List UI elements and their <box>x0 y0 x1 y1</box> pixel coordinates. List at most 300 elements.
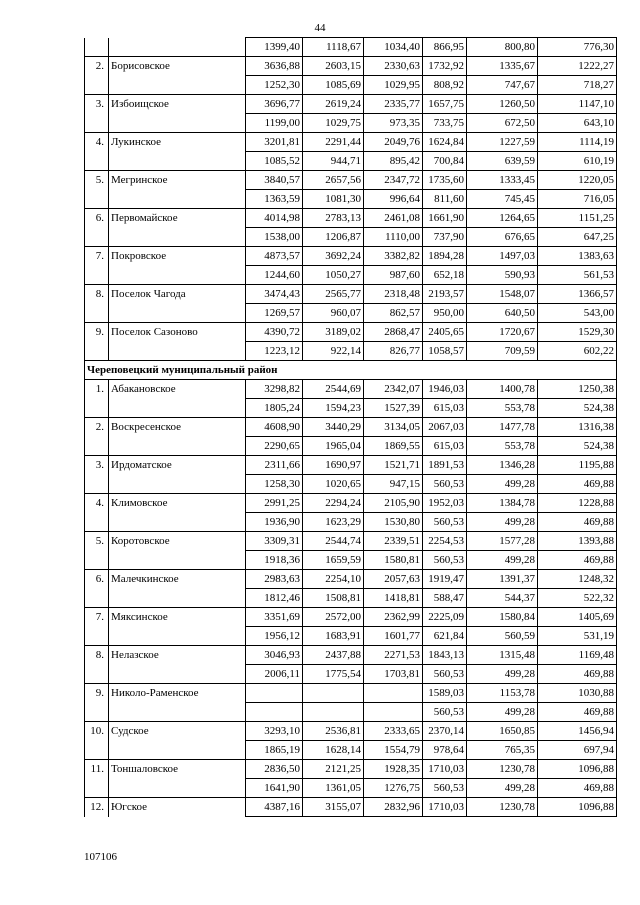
value-cell: 499,28 <box>467 703 538 722</box>
value-cell: 524,38 <box>538 399 617 418</box>
settlement-name: Избоищское <box>109 95 246 114</box>
row-index: 4. <box>85 494 109 513</box>
table-row <box>85 494 617 513</box>
value-cell <box>303 684 364 703</box>
value-cell: 1361,05 <box>303 779 364 798</box>
value-cell: 639,59 <box>467 152 538 171</box>
row-index <box>85 475 109 494</box>
value-cell: 524,38 <box>538 437 617 456</box>
value-cell: 1650,85 <box>467 722 538 741</box>
value-cell: 2121,25 <box>303 760 364 779</box>
row-index: 5. <box>85 171 109 190</box>
value-cell: 960,07 <box>303 304 364 323</box>
value-cell: 2565,77 <box>303 285 364 304</box>
value-cell: 2836,50 <box>246 760 303 779</box>
settlement-name <box>109 703 246 722</box>
value-cell: 1812,46 <box>246 589 303 608</box>
value-cell: 1029,75 <box>303 114 364 133</box>
value-cell: 996,64 <box>364 190 423 209</box>
settlement-name: Югское <box>109 798 246 817</box>
value-cell: 3696,77 <box>246 95 303 114</box>
settlement-name <box>109 190 246 209</box>
row-index: 7. <box>85 608 109 627</box>
value-cell: 3189,02 <box>303 323 364 342</box>
value-cell: 3474,43 <box>246 285 303 304</box>
value-cell: 2657,56 <box>303 171 364 190</box>
row-index: 2. <box>85 57 109 76</box>
value-cell: 2832,96 <box>364 798 423 817</box>
value-cell: 1269,57 <box>246 304 303 323</box>
value-cell: 610,19 <box>538 152 617 171</box>
value-cell: 1577,28 <box>467 532 538 551</box>
settlement-name <box>109 266 246 285</box>
value-cell: 1085,52 <box>246 152 303 171</box>
value-cell: 1661,90 <box>423 209 467 228</box>
table-row <box>85 171 617 190</box>
table-row <box>85 703 617 722</box>
value-cell: 1030,88 <box>538 684 617 703</box>
value-cell: 2318,48 <box>364 285 423 304</box>
settlement-name <box>109 741 246 760</box>
value-cell: 1952,03 <box>423 494 467 513</box>
value-cell: 1366,57 <box>538 285 617 304</box>
value-cell: 2437,88 <box>303 646 364 665</box>
value-cell: 1775,54 <box>303 665 364 684</box>
value-cell: 1400,78 <box>467 380 538 399</box>
settlement-name <box>109 589 246 608</box>
value-cell: 1110,00 <box>364 228 423 247</box>
value-cell: 1580,81 <box>364 551 423 570</box>
settlement-name: Поселок Сазоново <box>109 323 246 342</box>
row-index: 6. <box>85 209 109 228</box>
value-cell: 672,50 <box>467 114 538 133</box>
row-index <box>85 513 109 532</box>
settlement-name <box>109 114 246 133</box>
table-row <box>85 570 617 589</box>
table-row <box>85 589 617 608</box>
row-index <box>85 779 109 798</box>
value-cell: 499,28 <box>467 513 538 532</box>
value-cell: 2006,11 <box>246 665 303 684</box>
value-cell: 560,53 <box>423 665 467 684</box>
value-cell: 2603,15 <box>303 57 364 76</box>
value-cell: 640,50 <box>467 304 538 323</box>
value-cell: 1228,88 <box>538 494 617 513</box>
value-cell: 469,88 <box>538 513 617 532</box>
value-cell: 700,84 <box>423 152 467 171</box>
tariff-table <box>84 37 617 817</box>
settlement-name: Тоншаловское <box>109 760 246 779</box>
value-cell: 1258,30 <box>246 475 303 494</box>
value-cell: 1843,13 <box>423 646 467 665</box>
table-row <box>85 665 617 684</box>
value-cell: 1316,38 <box>538 418 617 437</box>
settlement-name <box>109 38 246 57</box>
value-cell: 2868,47 <box>364 323 423 342</box>
value-cell: 1529,30 <box>538 323 617 342</box>
value-cell: 1230,78 <box>467 760 538 779</box>
row-index <box>85 304 109 323</box>
value-cell: 4608,90 <box>246 418 303 437</box>
value-cell: 1096,88 <box>538 798 617 817</box>
value-cell: 2347,72 <box>364 171 423 190</box>
table-row <box>85 323 617 342</box>
value-cell: 1965,04 <box>303 437 364 456</box>
value-cell: 3046,93 <box>246 646 303 665</box>
value-cell: 2271,53 <box>364 646 423 665</box>
table-row <box>85 247 617 266</box>
value-cell: 1690,97 <box>303 456 364 475</box>
value-cell: 2193,57 <box>423 285 467 304</box>
value-cell: 922,14 <box>303 342 364 361</box>
value-cell: 737,90 <box>423 228 467 247</box>
value-cell: 1919,47 <box>423 570 467 589</box>
settlement-name <box>109 228 246 247</box>
value-cell: 499,28 <box>467 475 538 494</box>
value-cell: 3692,24 <box>303 247 364 266</box>
value-cell: 1405,69 <box>538 608 617 627</box>
value-cell: 1805,24 <box>246 399 303 418</box>
value-cell: 1891,53 <box>423 456 467 475</box>
table-row <box>85 722 617 741</box>
value-cell: 987,60 <box>364 266 423 285</box>
value-cell: 1227,59 <box>467 133 538 152</box>
value-cell: 2335,77 <box>364 95 423 114</box>
value-cell: 1657,75 <box>423 95 467 114</box>
settlement-name: Николо-Раменское <box>109 684 246 703</box>
settlement-name: Покровское <box>109 247 246 266</box>
settlement-name <box>109 513 246 532</box>
value-cell: 3293,10 <box>246 722 303 741</box>
footer-code: 107106 <box>84 851 117 863</box>
value-cell: 2370,14 <box>423 722 467 741</box>
value-cell: 2619,24 <box>303 95 364 114</box>
table-row <box>85 684 617 703</box>
row-index: 6. <box>85 570 109 589</box>
value-cell: 643,10 <box>538 114 617 133</box>
value-cell: 2057,63 <box>364 570 423 589</box>
value-cell: 560,53 <box>423 703 467 722</box>
value-cell: 1199,00 <box>246 114 303 133</box>
value-cell: 1683,91 <box>303 627 364 646</box>
value-cell: 808,92 <box>423 76 467 95</box>
value-cell: 522,32 <box>538 589 617 608</box>
value-cell: 1085,69 <box>303 76 364 95</box>
value-cell: 2783,13 <box>303 209 364 228</box>
value-cell: 1363,59 <box>246 190 303 209</box>
value-cell: 2339,51 <box>364 532 423 551</box>
table-row <box>85 532 617 551</box>
row-index: 8. <box>85 285 109 304</box>
settlement-name: Мегринское <box>109 171 246 190</box>
value-cell: 2362,99 <box>364 608 423 627</box>
value-cell <box>303 703 364 722</box>
settlement-name <box>109 665 246 684</box>
value-cell: 3298,82 <box>246 380 303 399</box>
value-cell: 1220,05 <box>538 171 617 190</box>
value-cell: 1264,65 <box>467 209 538 228</box>
table-row <box>85 418 617 437</box>
value-cell: 1594,23 <box>303 399 364 418</box>
value-cell: 2333,65 <box>364 722 423 741</box>
value-cell: 561,53 <box>538 266 617 285</box>
value-cell: 2049,76 <box>364 133 423 152</box>
value-cell: 1659,59 <box>303 551 364 570</box>
value-cell: 2991,25 <box>246 494 303 513</box>
value-cell: 3134,05 <box>364 418 423 437</box>
value-cell: 2983,63 <box>246 570 303 589</box>
value-cell: 560,53 <box>423 475 467 494</box>
value-cell: 1548,07 <box>467 285 538 304</box>
row-index <box>85 228 109 247</box>
row-index <box>85 627 109 646</box>
settlement-name: Нелазское <box>109 646 246 665</box>
value-cell: 1865,19 <box>246 741 303 760</box>
value-cell: 776,30 <box>538 38 617 57</box>
value-cell: 1894,28 <box>423 247 467 266</box>
value-cell: 1252,30 <box>246 76 303 95</box>
value-cell: 765,35 <box>467 741 538 760</box>
row-index: 3. <box>85 456 109 475</box>
table-row <box>85 285 617 304</box>
value-cell: 2290,65 <box>246 437 303 456</box>
value-cell: 747,67 <box>467 76 538 95</box>
row-index: 9. <box>85 684 109 703</box>
value-cell: 862,57 <box>364 304 423 323</box>
value-cell: 588,47 <box>423 589 467 608</box>
value-cell: 1391,37 <box>467 570 538 589</box>
row-index: 11. <box>85 760 109 779</box>
value-cell: 4014,98 <box>246 209 303 228</box>
value-cell: 3155,07 <box>303 798 364 817</box>
settlement-name: Коротовское <box>109 532 246 551</box>
value-cell: 1050,27 <box>303 266 364 285</box>
value-cell: 615,03 <box>423 399 467 418</box>
row-index: 2. <box>85 418 109 437</box>
value-cell: 978,64 <box>423 741 467 760</box>
value-cell: 2572,00 <box>303 608 364 627</box>
value-cell: 2294,24 <box>303 494 364 513</box>
value-cell: 499,28 <box>467 779 538 798</box>
settlement-name <box>109 627 246 646</box>
value-cell: 973,35 <box>364 114 423 133</box>
value-cell: 1936,90 <box>246 513 303 532</box>
table-row <box>85 133 617 152</box>
settlement-name <box>109 779 246 798</box>
value-cell: 543,00 <box>538 304 617 323</box>
value-cell: 1034,40 <box>364 38 423 57</box>
row-index: 10. <box>85 722 109 741</box>
table-row <box>85 627 617 646</box>
value-cell: 531,19 <box>538 627 617 646</box>
value-cell: 1928,35 <box>364 760 423 779</box>
table-row <box>85 437 617 456</box>
table-row <box>85 228 617 247</box>
value-cell: 590,93 <box>467 266 538 285</box>
value-cell: 1508,81 <box>303 589 364 608</box>
value-cell: 1223,12 <box>246 342 303 361</box>
value-cell: 709,59 <box>467 342 538 361</box>
value-cell: 826,77 <box>364 342 423 361</box>
value-cell: 2105,90 <box>364 494 423 513</box>
value-cell: 1020,65 <box>303 475 364 494</box>
value-cell: 2311,66 <box>246 456 303 475</box>
row-index <box>85 551 109 570</box>
settlement-name: Первомайское <box>109 209 246 228</box>
value-cell: 1580,84 <box>467 608 538 627</box>
value-cell: 1624,84 <box>423 133 467 152</box>
table-body <box>85 38 617 817</box>
value-cell: 2225,09 <box>423 608 467 627</box>
table-row <box>85 152 617 171</box>
value-cell: 621,84 <box>423 627 467 646</box>
value-cell: 3840,57 <box>246 171 303 190</box>
value-cell: 1623,29 <box>303 513 364 532</box>
value-cell: 1276,75 <box>364 779 423 798</box>
value-cell: 469,88 <box>538 665 617 684</box>
settlement-name <box>109 399 246 418</box>
table-row <box>85 608 617 627</box>
value-cell: 1918,36 <box>246 551 303 570</box>
settlement-name: Судское <box>109 722 246 741</box>
value-cell: 1601,77 <box>364 627 423 646</box>
section-row <box>85 361 617 380</box>
value-cell: 2254,53 <box>423 532 467 551</box>
value-cell: 1641,90 <box>246 779 303 798</box>
value-cell: 1530,80 <box>364 513 423 532</box>
section-title: Череповецкий муниципальный район <box>85 361 617 380</box>
value-cell: 895,42 <box>364 152 423 171</box>
value-cell: 1554,79 <box>364 741 423 760</box>
value-cell: 1147,10 <box>538 95 617 114</box>
settlement-name: Абакановское <box>109 380 246 399</box>
value-cell: 800,80 <box>467 38 538 57</box>
row-index: 8. <box>85 646 109 665</box>
row-index: 7. <box>85 247 109 266</box>
value-cell: 499,28 <box>467 665 538 684</box>
value-cell: 1497,03 <box>467 247 538 266</box>
row-index: 4. <box>85 133 109 152</box>
table-row <box>85 304 617 323</box>
value-cell: 1222,27 <box>538 57 617 76</box>
value-cell: 1732,92 <box>423 57 467 76</box>
value-cell: 1230,78 <box>467 798 538 817</box>
value-cell: 1527,39 <box>364 399 423 418</box>
settlement-name <box>109 304 246 323</box>
row-index <box>85 741 109 760</box>
value-cell: 1260,50 <box>467 95 538 114</box>
settlement-name: Поселок Чагода <box>109 285 246 304</box>
value-cell: 1956,12 <box>246 627 303 646</box>
row-index: 1. <box>85 380 109 399</box>
value-cell <box>246 703 303 722</box>
settlement-name: Лукинское <box>109 133 246 152</box>
value-cell: 1335,67 <box>467 57 538 76</box>
value-cell: 553,78 <box>467 437 538 456</box>
value-cell: 1248,32 <box>538 570 617 589</box>
value-cell: 1058,57 <box>423 342 467 361</box>
value-cell: 1418,81 <box>364 589 423 608</box>
table-row <box>85 57 617 76</box>
settlement-name <box>109 437 246 456</box>
row-index <box>85 266 109 285</box>
value-cell: 560,53 <box>423 551 467 570</box>
settlement-name <box>109 152 246 171</box>
row-index <box>85 114 109 133</box>
value-cell: 1628,14 <box>303 741 364 760</box>
value-cell: 1735,60 <box>423 171 467 190</box>
settlement-name <box>109 342 246 361</box>
settlement-name: Борисовское <box>109 57 246 76</box>
value-cell: 1081,30 <box>303 190 364 209</box>
value-cell: 718,27 <box>538 76 617 95</box>
value-cell: 1315,48 <box>467 646 538 665</box>
value-cell: 697,94 <box>538 741 617 760</box>
settlement-name: Мяксинское <box>109 608 246 627</box>
row-index <box>85 399 109 418</box>
row-index <box>85 342 109 361</box>
value-cell: 2461,08 <box>364 209 423 228</box>
value-cell: 811,60 <box>423 190 467 209</box>
value-cell: 1383,63 <box>538 247 617 266</box>
settlement-name: Воскресенское <box>109 418 246 437</box>
value-cell: 3440,29 <box>303 418 364 437</box>
table-row <box>85 779 617 798</box>
value-cell: 1096,88 <box>538 760 617 779</box>
page-number: 44 <box>314 22 326 34</box>
value-cell: 3382,82 <box>364 247 423 266</box>
table-row <box>85 456 617 475</box>
value-cell: 3351,69 <box>246 608 303 627</box>
table-row <box>85 551 617 570</box>
value-cell: 602,22 <box>538 342 617 361</box>
value-cell: 1029,95 <box>364 76 423 95</box>
value-cell: 1946,03 <box>423 380 467 399</box>
value-cell: 560,53 <box>423 779 467 798</box>
settlement-name <box>109 551 246 570</box>
value-cell: 745,45 <box>467 190 538 209</box>
value-cell <box>246 684 303 703</box>
value-cell: 652,18 <box>423 266 467 285</box>
value-cell: 544,37 <box>467 589 538 608</box>
settlement-name: Климовское <box>109 494 246 513</box>
table-row <box>85 190 617 209</box>
row-index: 9. <box>85 323 109 342</box>
value-cell: 1521,71 <box>364 456 423 475</box>
value-cell: 4873,57 <box>246 247 303 266</box>
value-cell: 499,28 <box>467 551 538 570</box>
value-cell: 647,25 <box>538 228 617 247</box>
value-cell: 1720,67 <box>467 323 538 342</box>
row-index: 12. <box>85 798 109 817</box>
value-cell: 469,88 <box>538 779 617 798</box>
value-cell: 944,71 <box>303 152 364 171</box>
value-cell <box>364 703 423 722</box>
value-cell: 1589,03 <box>423 684 467 703</box>
value-cell: 560,53 <box>423 513 467 532</box>
value-cell: 4390,72 <box>246 323 303 342</box>
value-cell: 1244,60 <box>246 266 303 285</box>
row-index <box>85 589 109 608</box>
table-row <box>85 399 617 418</box>
value-cell: 676,65 <box>467 228 538 247</box>
value-cell: 2067,03 <box>423 418 467 437</box>
value-cell: 2291,44 <box>303 133 364 152</box>
table-row <box>85 646 617 665</box>
row-index <box>85 76 109 95</box>
row-index <box>85 665 109 684</box>
table-row <box>85 95 617 114</box>
